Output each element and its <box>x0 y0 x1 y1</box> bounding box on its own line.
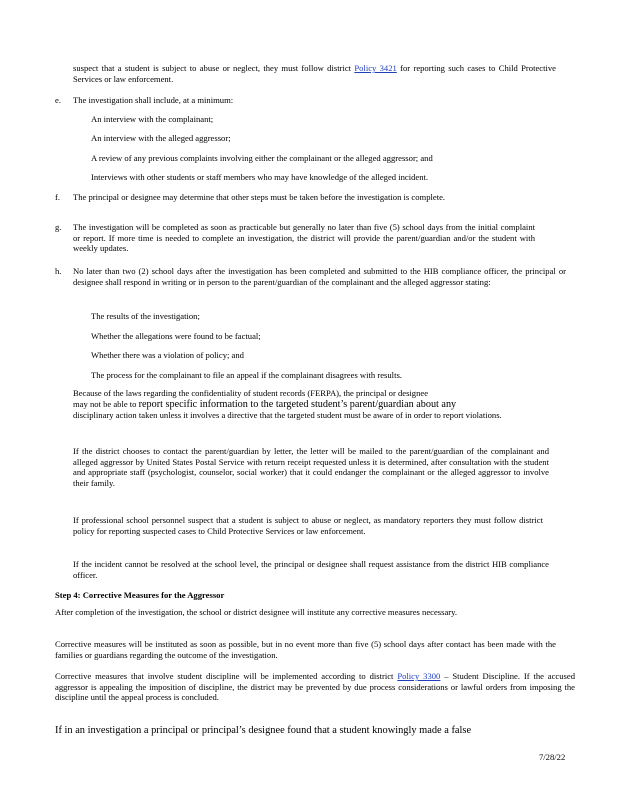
ferpa-line-2 <box>73 399 547 411</box>
discipline-text-end: – Student Discipline. If the accused aggressor is appealing the imposition of discipline, the district may be prevented by due process considerations or lawful orders from imposing the discipline until the appeal process is concluded. <box>55 671 575 703</box>
item-h-bullet: The results of the investigation; <box>91 311 200 321</box>
ferpa-line-2-a: may not be able to <box>73 398 139 409</box>
item-h-text: No later than two (2) school days after the investigation has been completed and submitted to the HIB compliance officer, the principal or designee shall respond in writing or in person to the parent/guardian of the complainant and the alleged aggressor stating: <box>73 266 566 287</box>
item-h-label: h. <box>55 266 62 276</box>
final-sentence: If in an investigation a principal or principal’s designee found that a student knowingly made a false <box>55 725 472 736</box>
ferpa-line-3: disciplinary action taken unless it involves a directive that the targeted student must be aware of in order to report violations. <box>73 410 502 421</box>
ferpa-paragraph <box>73 388 547 421</box>
item-f-text: The principal or designee may determine that other steps must be taken before the investigation is complete. <box>73 192 446 202</box>
letter-paragraph: If the district chooses to contact the parent/guardian by letter, the letter will be mailed to the parent/guardian of the complainant and alleged aggressor by United States Postal Service with return receipt requested unless it is determined, after consultation with the student and appropriate staff (psychologist, counselor, social worker) that it could endanger the complainant or the alleged aggressor to involve their family. <box>73 446 549 488</box>
policy-3421-link[interactable]: Policy 3421 <box>354 63 397 73</box>
intro-paragraph <box>73 63 556 84</box>
professional-paragraph: If professional school personnel suspect that a student is subject to abuse or neglect, as mandatory reporters they must follow district policy for reporting suspected cases to Child Protective Services or law enforcement. <box>73 515 543 536</box>
item-e-bullet: An interview with the complainant; <box>91 114 214 124</box>
item-f-label: f. <box>55 192 61 202</box>
ferpa-line-1: Because of the laws regarding the confidentiality of student records (FERPA), the principal or designee <box>73 388 429 398</box>
after-completion-paragraph: After completion of the investigation, the school or district designee will institute any corrective measures necessary. <box>55 607 458 617</box>
item-e-label: e. <box>55 95 61 105</box>
discipline-text: Corrective measures that involve student discipline will be implemented according to district <box>55 671 394 681</box>
item-g-label: g. <box>55 222 62 232</box>
footer-date: 7/28/22 <box>539 752 566 762</box>
item-h-bullet: Whether there was a violation of policy; and <box>91 350 244 360</box>
ferpa-line-2-b: report specific information to the targeted student’s parent/guardian about any <box>138 398 457 410</box>
item-e-bullet: An interview with the alleged aggressor; <box>91 133 231 143</box>
resolve-paragraph: If the incident cannot be resolved at the school level, the principal or designee shall request assistance from the district HIB compliance officer. <box>73 559 549 580</box>
policy-3300-link[interactable]: Policy 3300 <box>397 671 441 681</box>
item-e-bullet: A review of any previous complaints involving either the complainant or the alleged aggressor; and <box>91 153 433 163</box>
intro-text: suspect that a student is subject to abuse or neglect, they must follow district <box>73 63 352 73</box>
item-g-text: The investigation will be completed as soon as practicable but generally no later than five (5) school days from the initial complaint or report. If more time is needed to complete an investigation, the district will provide the parent/guardian and/or the student with weekly updates. <box>73 222 535 254</box>
intro-text-end: for reporting such cases to Child Protective Services or law enforcement. <box>73 63 556 84</box>
step-4-heading: Step 4: Corrective Measures for the Aggressor <box>55 590 225 600</box>
item-h-bullet: Whether the allegations were found to be factual; <box>91 331 261 341</box>
corrective-measures-paragraph: Corrective measures will be instituted as soon as possible, but in no event more than five (5) school days after contact has been made with the families or guardians regarding the outcome of the investigation. <box>55 639 556 660</box>
discipline-paragraph <box>55 671 575 703</box>
item-e-text: The investigation shall include, at a minimum: <box>73 95 234 105</box>
item-e-bullet: Interviews with other students or staff members who may have knowledge of the alleged incident. <box>91 172 429 182</box>
item-h-bullet: The process for the complainant to file an appeal if the complainant disagrees with results. <box>91 370 402 380</box>
